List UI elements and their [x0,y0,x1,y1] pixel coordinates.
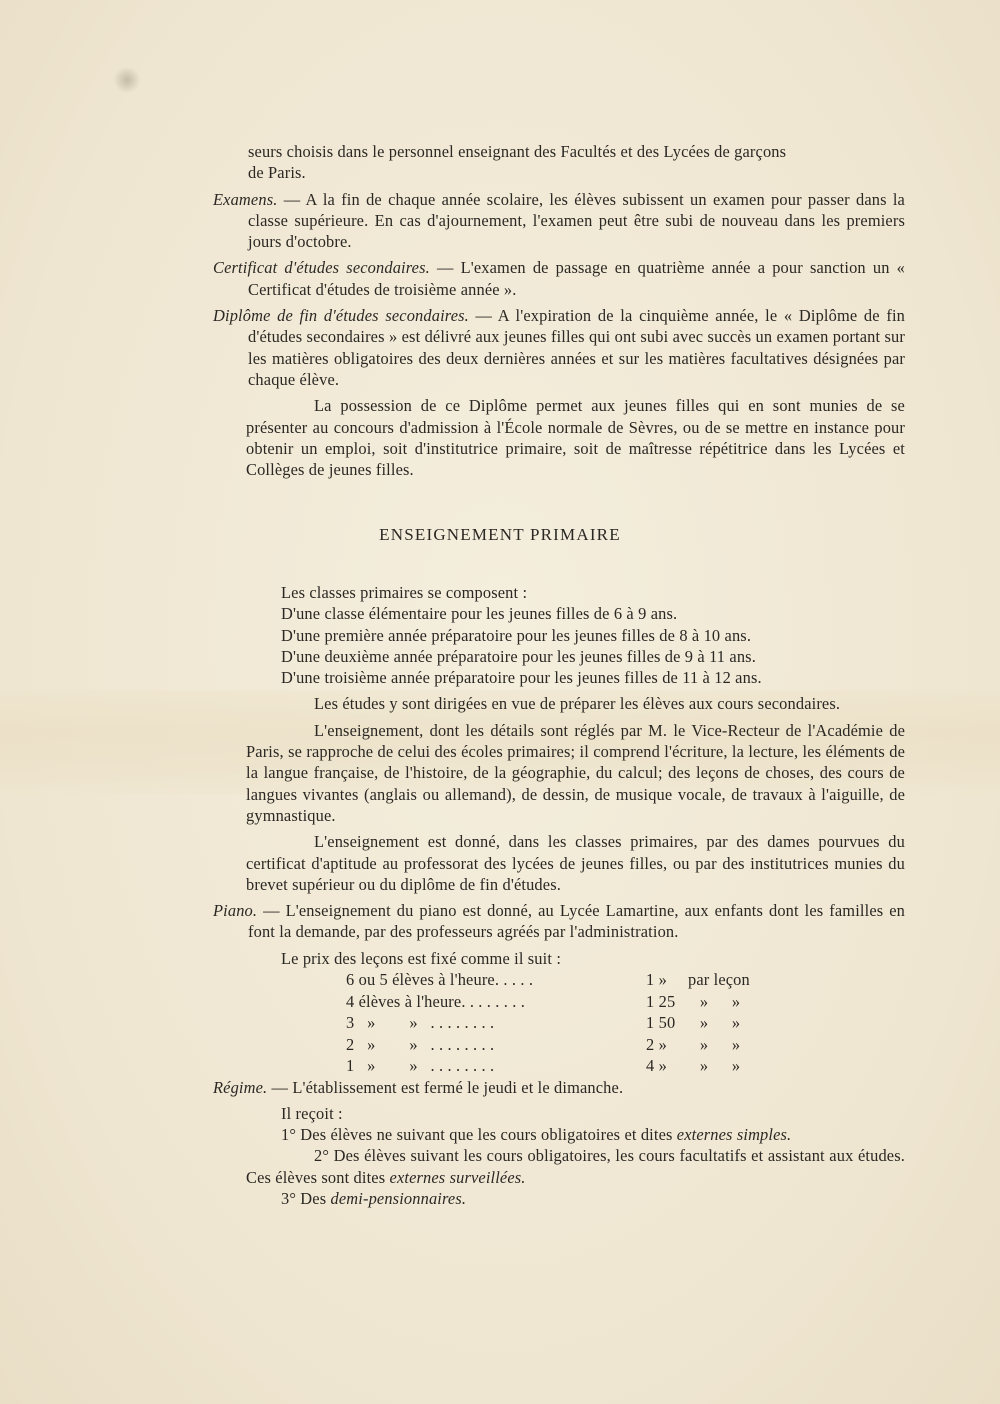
diplome-term: Diplôme de fin d'études secondaires. [213,306,469,326]
primaire-block [213,582,905,1209]
recoit-line: Il reçoit : [281,1103,343,1123]
prix-label: 1 » » . . . . . . . . [346,1056,495,1076]
class-item: D'une troisième année préparatoire pour les jeunes filles de 11 à 12 ans. [281,668,762,688]
regime-item-italic: externes simples. [676,1125,792,1145]
ditto-mark: » [699,1013,709,1033]
prix-label: 6 ou 5 élèves à l'heure. . . . . [346,970,534,990]
class-item: D'une deuxième année préparatoire pour les jeunes filles de 9 à 11 ans. [281,646,756,666]
prix-label: 2 » » . . . . . . . . [346,1034,495,1054]
possession-paragraph: La possession de ce Diplôme permet aux jeunes filles qui en sont munies de se présenter au concours d'admission à l'École normale de Sèvres, ou de se mettre en instance pour obtenir un emploi, soit d'institutrice primaire, soit de maîtresse répétitrice dans les Lycées et Collèges de jeunes filles. [246,396,905,480]
table-row [346,1055,752,1077]
prix-unit: par leçon [688,970,750,990]
class-item: D'une classe élémentaire pour les jeunes filles de 6 à 9 ans. [281,604,678,624]
prix-value: 1 50 [646,1013,676,1033]
classes-intro: Les classes primaires se composent : [281,583,528,602]
etudes-paragraph: Les études y sont dirigées en vue de préparer les élèves aux cours secondaires. [314,694,841,714]
class-item: D'une première année préparatoire pour les jeunes filles de 8 à 10 ans. [281,625,752,645]
regime-item-text: 2° Des élèves suivant les cours obligatoires, les cours facultatifs et assistant aux études. Ces élèves sont dites [246,1146,905,1187]
continued-line: seurs choisis dans le personnel enseignant des Facultés et des Lycées de garçons [248,142,787,161]
prix-value: 4 » [646,1056,667,1076]
regime-item-2 [213,1145,905,1188]
piano-text: — L'enseignement du piano est donné, au Lycée Lamartine, aux enfants dont les familles en font la demande, par des professeurs agréés par l'administration. [248,901,905,942]
enseignement-dames-paragraph: L'enseignement est donné, dans les classes primaires, par des dames pourvues du certificat d'aptitude au professorat des lycées de jeunes filles, ou par des institutrices munies du brevet supérieur ou du diplôme de fin d'études. [246,832,905,894]
regime-item-italic: externes surveillées. [389,1167,526,1187]
enseignement-paragraph: L'enseignement, dont les détails sont réglés par M. le Vice-Recteur de l'Académie de Paris, se rapproche de celui des écoles primaires; il comprend l'écriture, la lecture, les éléments de la langue française, de l'histoire, de la géographie, du calcul; des leçons de choses, des cours de langues vivantes (anglais ou allemand), de dessin, de musique vocale, de travaux à l'aiguille, de gymnastique. [246,720,905,825]
examens-term: Examens. [213,189,278,209]
ditto-mark: » [731,991,741,1011]
ditto-mark: » [731,1034,741,1054]
prix-label: 4 élèves à l'heure. . . . . . . . [346,991,526,1011]
table-row [346,1012,752,1034]
ditto-mark: » [699,1056,709,1076]
regime-paragraph [213,1077,905,1098]
regime-item-italic: demi-pensionnaires. [330,1189,467,1209]
ditto-mark: » [731,1056,741,1076]
ditto-mark: » [699,1034,709,1054]
regime-item-3 [213,1188,905,1209]
table-row [346,1034,752,1056]
diplome-paragraph [213,305,905,390]
continued-line-end: de Paris. [248,163,306,183]
regime-item-text: 3° Des [281,1189,331,1209]
table-row [346,969,752,991]
table-row [346,991,752,1013]
regime-item-1 [213,1124,905,1145]
diplome-text: — A l'expiration de la cinquième année, le « Diplôme de fin d'études secondaires » est délivré aux jeunes filles qui ont subi avec succès un examen portant sur les matières obligatoires des deux dernières années et sur les matières facultatives désignées par chaque élève. [248,306,905,389]
prix-table [346,969,752,1077]
prix-value: 1 25 [646,991,676,1011]
section-title: ENSEIGNEMENT PRIMAIRE [379,525,621,544]
piano-term: Piano. [213,901,258,921]
prix-value: 2 » [646,1034,667,1054]
ditto-mark: » [731,1013,741,1033]
examens-paragraph [213,189,905,253]
top-text-block [213,141,905,480]
certificat-text: — L'examen de passage en quatrième année a pour sanction un « Certificat d'études de troisième année ». [248,258,905,299]
regime-term: Régime. [213,1077,268,1097]
prix-label: 3 » » . . . . . . . . [346,1013,495,1033]
examens-text: — A la fin de chaque année scolaire, les élèves subissent un examen pour passer dans la classe supérieure. En cas d'ajournement, l'examen peut être subi de nouveau dans les premiers jours d'octobre. [248,189,905,252]
paper-stain [112,68,142,92]
certificat-paragraph [213,257,905,300]
regime-text: — L'établissement est fermé le jeudi et le dimanche. [267,1077,624,1097]
certificat-term: Certificat d'études secondaires. [213,258,430,278]
regime-item-text: 1° Des élèves ne suivant que les cours obligatoires et dites [281,1125,677,1145]
piano-paragraph [213,900,905,943]
prix-value: 1 » [646,970,667,990]
prix-intro: Le prix des leçons est fixé comme il suit : [281,948,562,968]
ditto-mark: » [699,991,709,1011]
